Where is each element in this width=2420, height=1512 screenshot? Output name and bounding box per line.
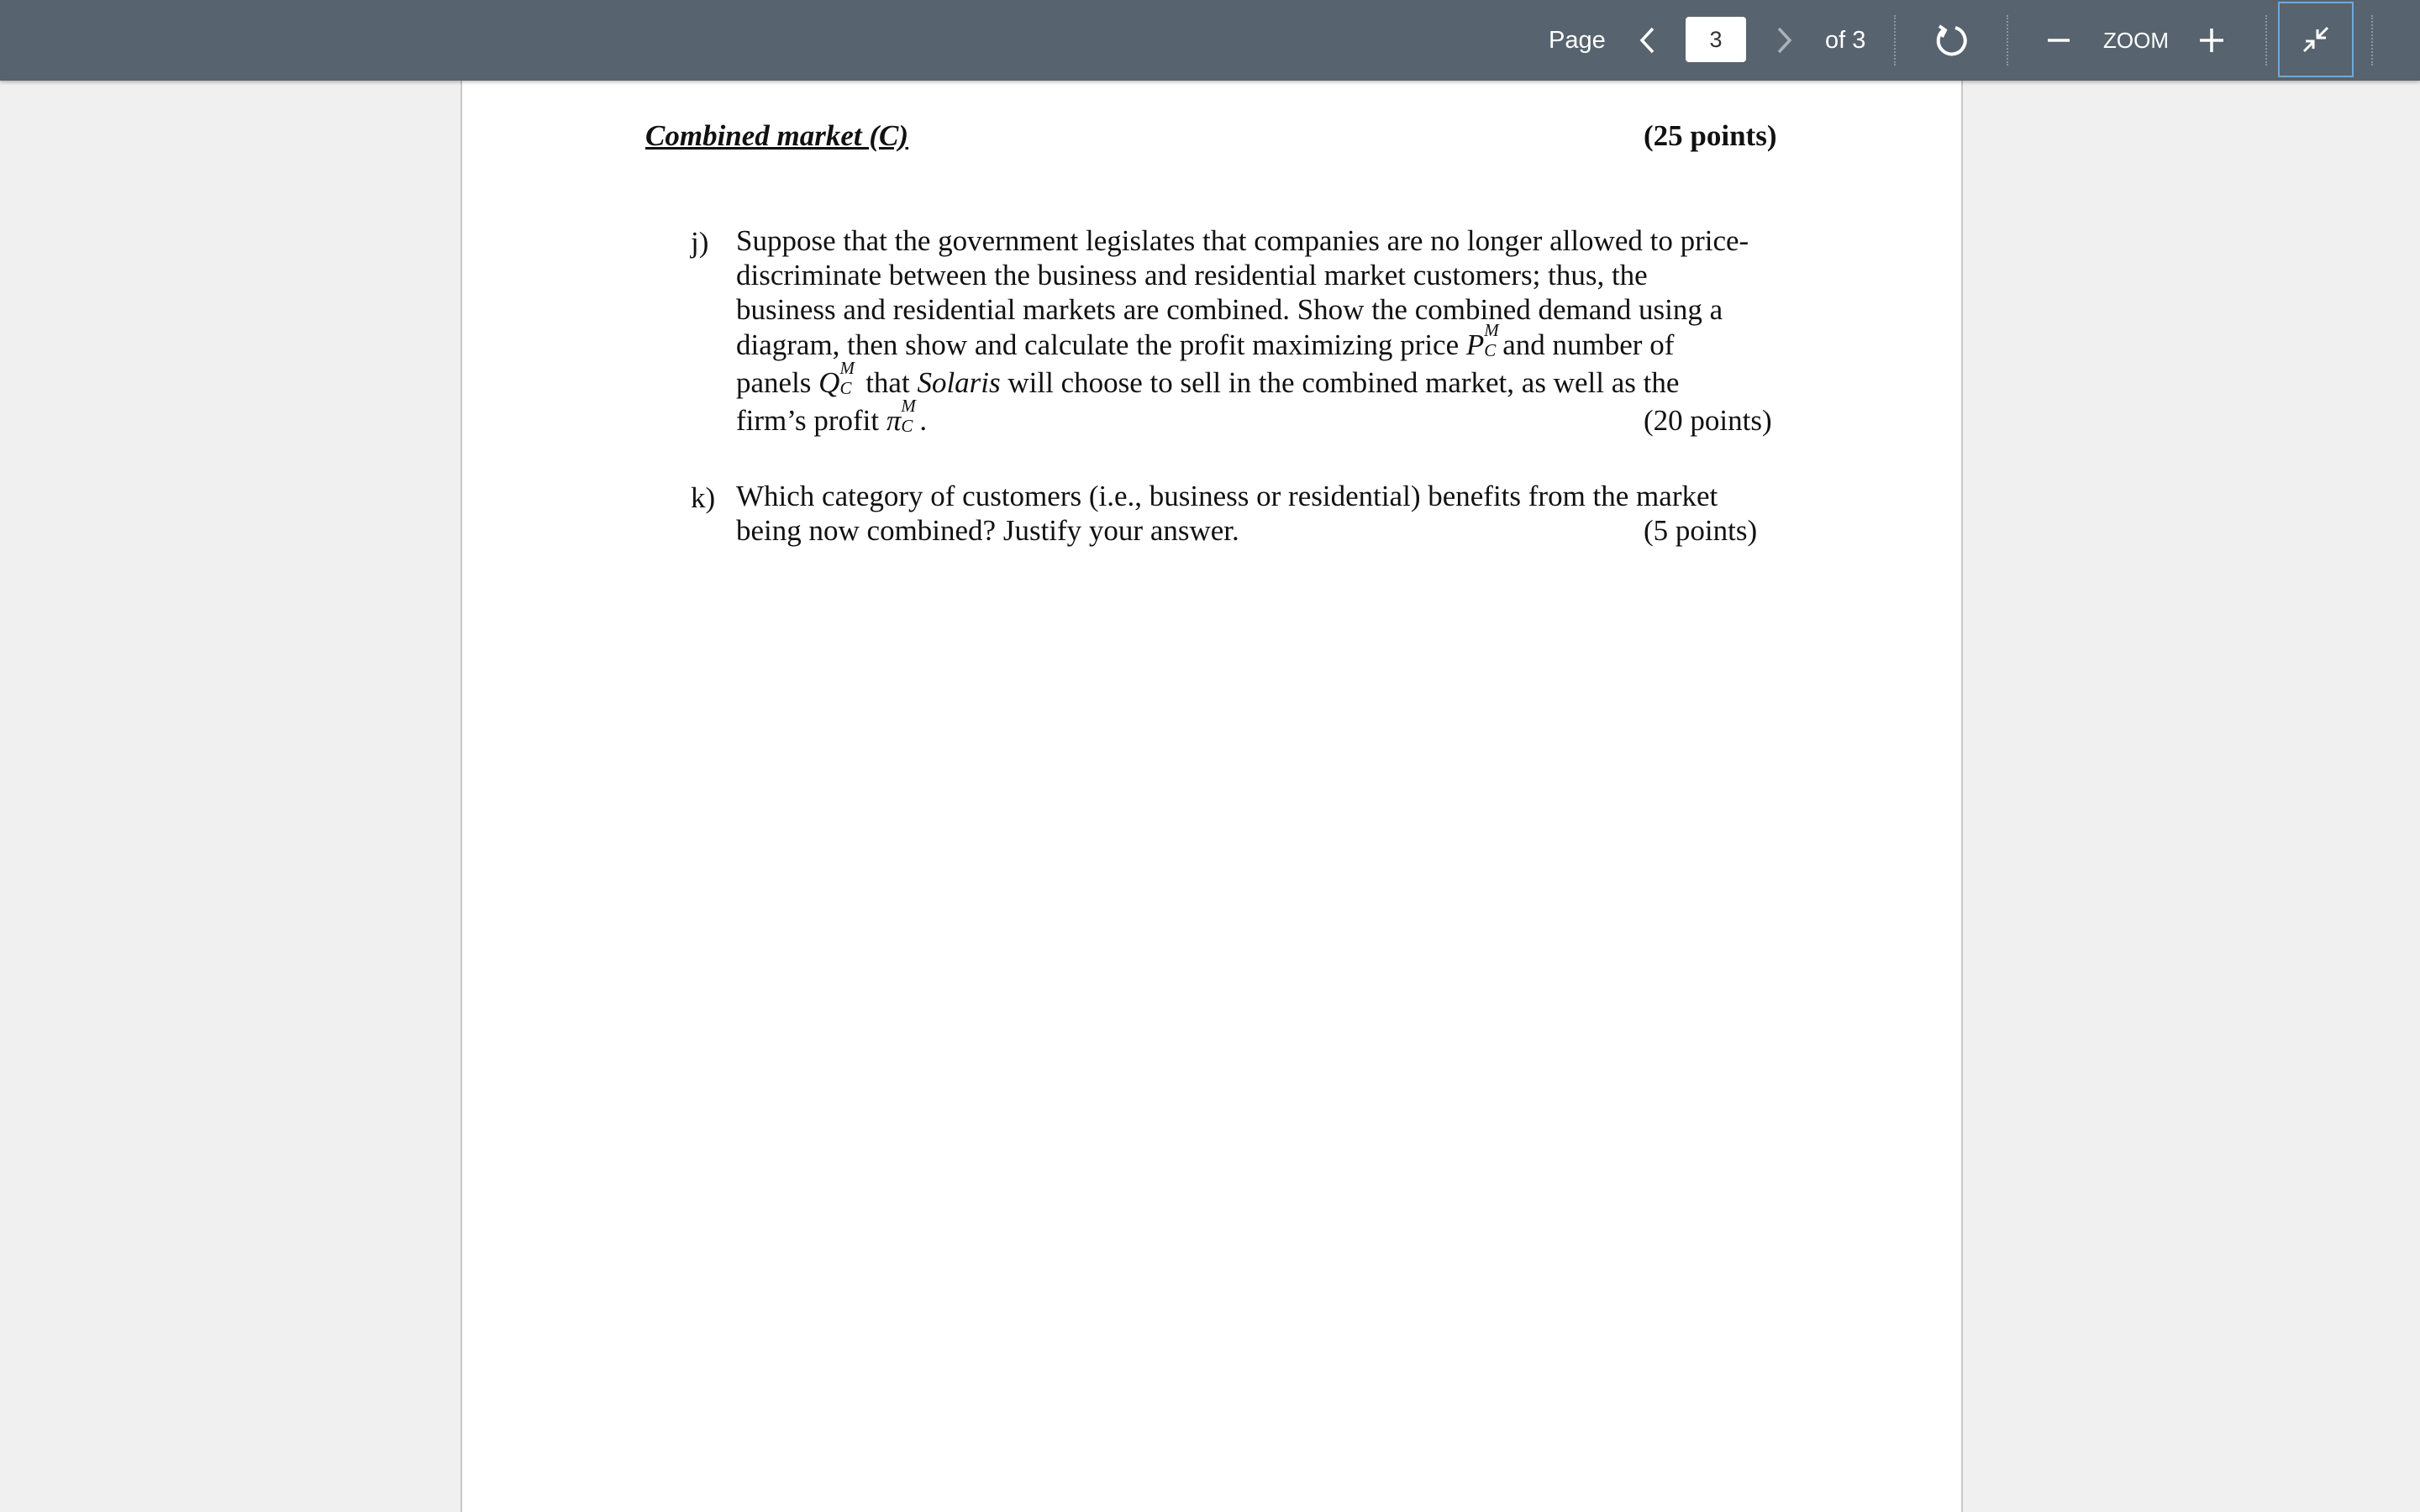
page-label: Page xyxy=(1549,27,1606,54)
superscript-m: M xyxy=(839,358,855,378)
question-k-points: (5 points) xyxy=(1644,514,1758,547)
price-symbol: P xyxy=(1465,328,1485,361)
plus-icon xyxy=(2198,27,2225,54)
profit-symbol: π xyxy=(886,404,902,437)
page-count-label: of 3 xyxy=(1825,27,1866,54)
previous-page-button[interactable] xyxy=(1630,0,1664,81)
question-j-line-4-end: and number of xyxy=(1502,328,1675,361)
exit-fullscreen-button[interactable] xyxy=(2278,2,2354,77)
toolbar-separator xyxy=(2007,15,2008,66)
question-j-line-5-mid: that xyxy=(858,366,918,399)
rotate-icon xyxy=(1933,22,1970,59)
chevron-right-icon xyxy=(1776,26,1794,55)
question-j-line-6-end: . xyxy=(919,404,928,437)
question-j-line-4-start: diagram, then show and calculate the profit maximizing price xyxy=(736,328,1466,361)
zoom-in-button[interactable] xyxy=(2195,0,2228,81)
question-j-line-6 xyxy=(736,396,928,438)
question-j-line-1: Suppose that the government legislates that companies are no longer allowed to price- xyxy=(736,224,1749,257)
collapse-arrows-icon xyxy=(2299,23,2333,56)
quantity-sup-sub xyxy=(839,358,858,398)
question-j-line-3: business and residential markets are combined. Show the combined demand using a xyxy=(736,293,1723,326)
solaris-name: Solaris xyxy=(917,366,1001,399)
question-j-points: (20 points) xyxy=(1644,404,1772,437)
rotate-button[interactable] xyxy=(1931,0,1971,81)
question-j-line-6-start: firm’s profit xyxy=(736,404,886,437)
page-number-input[interactable] xyxy=(1686,17,1746,62)
profit-sup-sub xyxy=(901,396,919,436)
superscript-m: M xyxy=(1484,320,1499,340)
question-j-label: j) xyxy=(691,226,709,259)
toolbar-separator xyxy=(1894,15,1896,66)
superscript-m: M xyxy=(901,396,916,416)
section-points: (25 points) xyxy=(1644,119,1777,152)
zoom-label: ZOOM xyxy=(2103,28,2169,53)
quantity-symbol: Q xyxy=(818,366,840,399)
next-page-button[interactable] xyxy=(1768,0,1802,81)
question-j-line-5-start: panels xyxy=(736,366,819,399)
question-j-line-5-end: will choose to sell in the combined market, as well as the xyxy=(1000,366,1680,399)
toolbar-separator xyxy=(2371,15,2373,66)
question-j-line-4 xyxy=(736,320,1675,363)
zoom-out-button[interactable] xyxy=(2042,0,2075,81)
chevron-left-icon xyxy=(1638,26,1656,55)
viewer-toolbar xyxy=(0,0,2420,81)
question-k-line-1: Which category of customers (i.e., business or residential) benefits from the market xyxy=(736,480,1718,512)
question-j-line-5 xyxy=(736,358,1680,401)
subscript-c: C xyxy=(839,378,852,398)
question-k-line-2: being now combined? Justify your answer. xyxy=(736,514,1239,547)
document-page xyxy=(460,81,1963,1512)
subscript-c: C xyxy=(1484,340,1497,360)
minus-icon xyxy=(2046,28,2071,53)
question-k-label: k) xyxy=(691,481,716,514)
section-heading: Combined market (C) xyxy=(645,119,909,152)
question-j-line-2: discriminate between the business and residential market customers; thus, the xyxy=(736,259,1648,291)
toolbar-separator xyxy=(2265,15,2267,66)
subscript-c: C xyxy=(901,416,913,436)
price-sup-sub xyxy=(1484,320,1502,360)
